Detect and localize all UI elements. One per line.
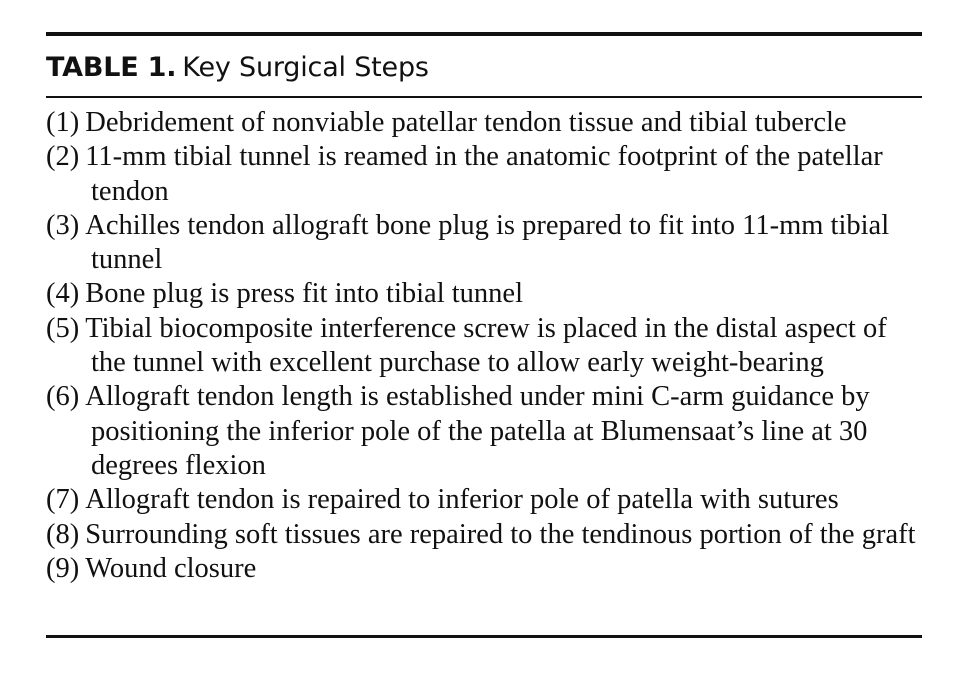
step-text: Allograft tendon is repaired to inferior pole of patella with sutures <box>85 484 839 516</box>
step-item-1 <box>46 106 926 140</box>
table-header-rule <box>46 96 922 98</box>
table-title: Key Surgical Steps <box>182 52 429 83</box>
step-item-3 <box>46 209 926 278</box>
step-text: Allograft tendon length is established under mini C-arm guidance by positioning the inferior pole of the patella at Blumensaat’s line at 30 degrees flexion <box>85 381 870 481</box>
step-text: Debridement of nonviable patellar tendon tissue and tibial tubercle <box>85 107 847 138</box>
step-text: Surrounding soft tissues are repaired to the tendinous portion of the graft <box>85 518 916 550</box>
step-item-7 <box>46 483 926 517</box>
step-number: (5) <box>46 312 80 344</box>
step-number: (7) <box>46 484 80 516</box>
table-label: TABLE 1. <box>46 52 177 83</box>
step-item-9 <box>46 552 926 586</box>
step-number: (9) <box>46 552 80 584</box>
step-text: Tibial biocomposite interference screw is placed in the distal aspect of the tunnel with excellent purchase to allow early weight-bearing <box>85 312 887 379</box>
step-item-8 <box>46 518 926 552</box>
step-item-4 <box>46 277 926 311</box>
table-caption <box>46 52 922 84</box>
step-text: Bone plug is press fit into tibial tunnel <box>85 278 523 310</box>
step-item-6 <box>46 380 926 483</box>
table-top-rule <box>46 32 922 36</box>
step-text: Wound closure <box>85 552 257 584</box>
step-number: (6) <box>46 381 80 413</box>
step-text: Achilles tendon allograft bone plug is prepared to fit into 11-mm tibial tunnel <box>85 209 890 276</box>
step-item-5 <box>46 312 926 381</box>
step-number: (3) <box>46 209 80 241</box>
table-bottom-rule <box>46 635 922 638</box>
step-text: 11-mm tibial tunnel is reamed in the anatomic footprint of the patellar tendon <box>85 141 883 207</box>
steps-list <box>46 106 926 586</box>
step-number: (1) <box>46 107 80 138</box>
step-number: (8) <box>46 518 80 550</box>
surgical-steps-table <box>46 0 922 673</box>
step-item-2 <box>46 140 926 209</box>
step-number: (2) <box>46 141 80 173</box>
step-number: (4) <box>46 278 80 310</box>
